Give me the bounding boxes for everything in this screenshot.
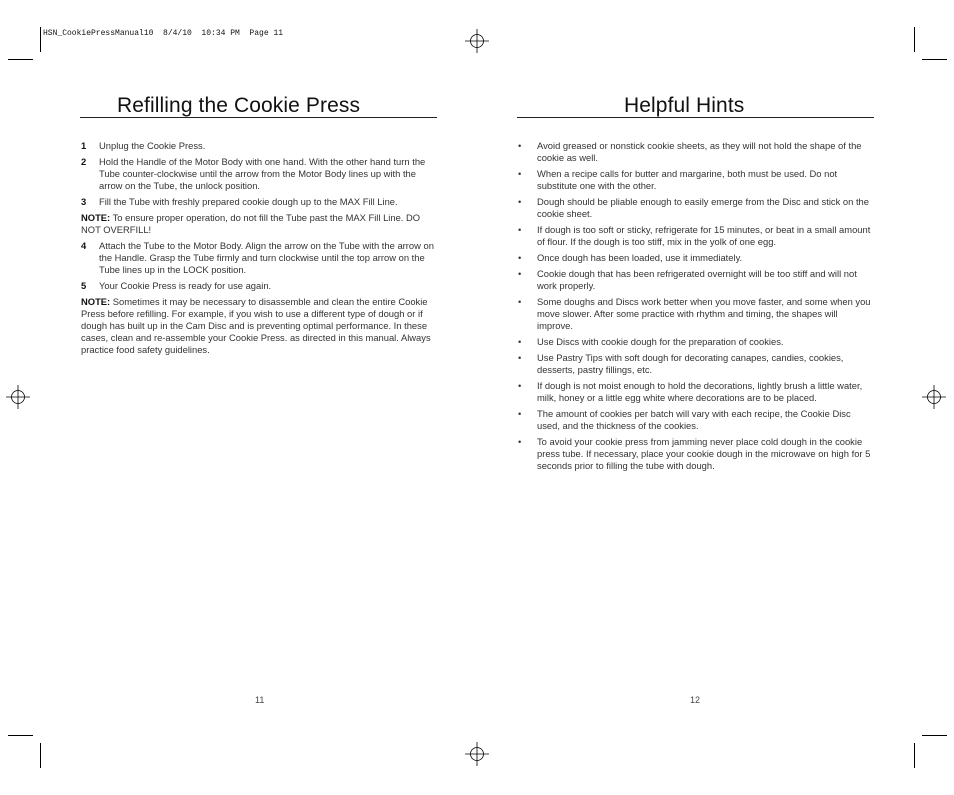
list-item xyxy=(517,224,874,248)
registration-mark-icon xyxy=(922,385,946,409)
list-item xyxy=(517,296,874,332)
hint-text: The amount of cookies per batch will vary with each recipe, the Cookie Disc used, and the thickness of the cookies. xyxy=(537,408,851,431)
crop-mark xyxy=(40,27,41,52)
crop-mark xyxy=(40,743,41,768)
list-item xyxy=(517,268,874,292)
bullet-icon: • xyxy=(518,196,522,207)
list-item xyxy=(517,408,874,432)
hint-text: When a recipe calls for butter and margarine, both must be used. Do not substitute one with the other. xyxy=(537,168,838,191)
bullet-icon: • xyxy=(518,268,522,279)
hint-text: Dough should be pliable enough to easily emerge from the Disc and stick on the cookie sheet. xyxy=(537,196,869,219)
registration-mark-icon xyxy=(6,385,30,409)
bullet-icon: • xyxy=(518,140,522,151)
crop-mark xyxy=(914,743,915,768)
hint-text: Once dough has been loaded, use it immediately. xyxy=(537,252,743,263)
step-text: Unplug the Cookie Press. xyxy=(99,140,206,151)
list-item xyxy=(517,352,874,376)
step-item xyxy=(81,156,437,192)
step-number: 5 xyxy=(81,280,87,291)
hint-text: Use Discs with cookie dough for the preparation of cookies. xyxy=(537,336,784,347)
step-item xyxy=(81,280,437,292)
step-item xyxy=(81,240,437,276)
page-title: Helpful Hints xyxy=(624,94,745,117)
refill-instructions xyxy=(81,140,437,356)
step-text: Fill the Tube with freshly prepared cookie dough up to the MAX Fill Line. xyxy=(99,196,398,207)
registration-mark-icon xyxy=(465,742,489,766)
page-title: Refilling the Cookie Press xyxy=(117,94,361,117)
hint-text: Avoid greased or nonstick cookie sheets, as they will not hold the shape of the cookie as well. xyxy=(537,140,862,163)
printer-slug: HSN_CookiePressManual10 8/4/10 10:34 PM Page 11 xyxy=(43,29,284,38)
hint-text: To avoid your cookie press from jamming never place cold dough in the cookie press tube. If necessary, place your cookie dough in the microwave on high for 5 seconds prior to filling the tube with dough. xyxy=(537,436,871,471)
hint-text: Cookie dough that has been refrigerated overnight will be too stiff and will not work properly. xyxy=(537,268,857,291)
note xyxy=(81,296,437,356)
note-text: Sometimes it may be necessary to disassemble and clean the entire Cookie Press before refilling. For example, if you wish to use a different type of dough or if dough has built up in the Cam Disc and is preventing optimal performance. In these cases, clean and re-assemble your Cookie Press. as directed in this manual. Always practice food safety guidelines. xyxy=(81,296,431,355)
bullet-icon: • xyxy=(518,436,522,447)
note-text: To ensure proper operation, do not fill the Tube past the MAX Fill Line. DO NOT OVERFILL! xyxy=(81,212,421,235)
crop-mark xyxy=(922,59,947,60)
note xyxy=(81,212,437,236)
bullet-icon: • xyxy=(518,252,522,263)
list-item xyxy=(517,436,874,472)
hint-text: If dough is too soft or sticky, refrigerate for 15 minutes, or beat in a small amount of flour. If the dough is too stiff, mix in the yolk of one egg. xyxy=(537,224,871,247)
step-item xyxy=(81,140,437,152)
note-label: NOTE: xyxy=(81,296,111,307)
crop-mark xyxy=(922,735,947,736)
note-label: NOTE: xyxy=(81,212,111,223)
page-number: 12 xyxy=(690,695,701,705)
step-number: 2 xyxy=(81,156,87,167)
registration-mark-icon xyxy=(465,29,489,53)
bullet-icon: • xyxy=(518,168,522,179)
crop-mark xyxy=(8,735,33,736)
step-text: Hold the Handle of the Motor Body with one hand. With the other hand turn the Tube counter-clockwise until the arrow from the Motor Body lines up with the arrow on the Tube, the unlock position. xyxy=(99,156,426,191)
list-item xyxy=(517,336,874,348)
list-item xyxy=(517,168,874,192)
step-number: 1 xyxy=(81,140,87,151)
left-page xyxy=(81,94,437,360)
list-item xyxy=(517,252,874,264)
step-number: 4 xyxy=(81,240,87,251)
list-item xyxy=(517,380,874,404)
helpful-hints-list xyxy=(517,140,874,472)
hint-text: If dough is not moist enough to hold the decorations, lightly brush a little water, milk, honey or a little egg white where decorations are to be placed. xyxy=(537,380,863,403)
hint-text: Some doughs and Discs work better when you move faster, and some when you move slower. After some practice with rhythm and timing, the shapes will improve. xyxy=(537,296,871,331)
bullet-icon: • xyxy=(518,408,522,419)
step-number: 3 xyxy=(81,196,87,207)
step-item xyxy=(81,196,437,208)
list-item xyxy=(517,196,874,220)
bullet-icon: • xyxy=(518,336,522,347)
crop-mark xyxy=(914,27,915,52)
bullet-icon: • xyxy=(518,352,522,363)
right-page xyxy=(517,94,874,476)
hint-text: Use Pastry Tips with soft dough for decorating canapes, candies, cookies, desserts, pastry fillings, etc. xyxy=(537,352,844,375)
bullet-icon: • xyxy=(518,296,522,307)
step-text: Attach the Tube to the Motor Body. Align the arrow on the Tube with the arrow on the Handle. Grasp the Tube firmly and turn clockwise until the top arrow on the Tube lines up in the LOCK position. xyxy=(99,240,434,275)
page-number: 11 xyxy=(255,695,265,705)
list-item xyxy=(517,140,874,164)
crop-mark xyxy=(8,59,33,60)
bullet-icon: • xyxy=(518,224,522,235)
bullet-icon: • xyxy=(518,380,522,391)
step-text: Your Cookie Press is ready for use again. xyxy=(99,280,272,291)
